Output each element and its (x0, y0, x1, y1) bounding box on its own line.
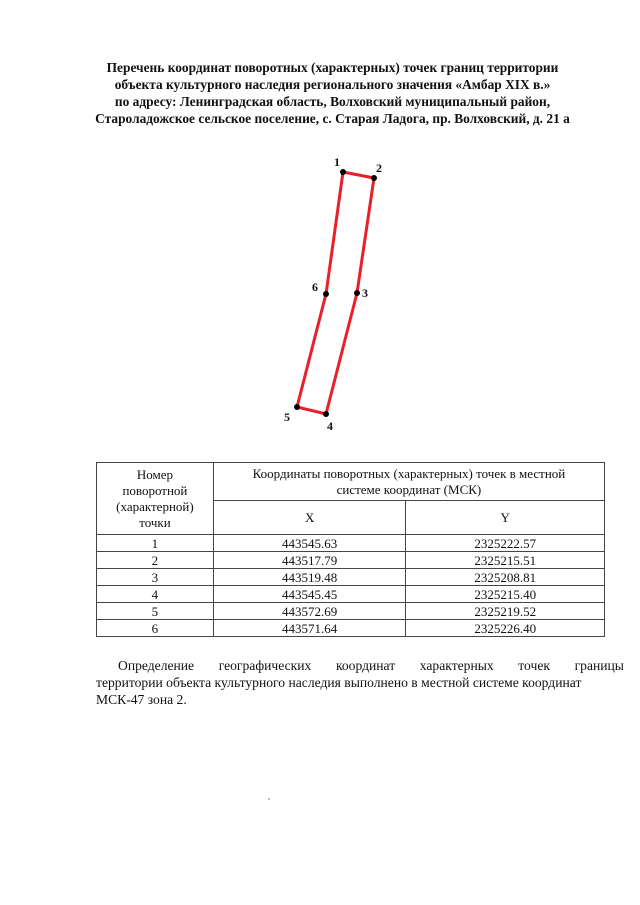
header-coordinates (213, 463, 604, 501)
note-word: Определение (118, 658, 195, 673)
note-word: точек (518, 658, 550, 673)
cell-y: 2325222.57 (406, 535, 605, 552)
document-title (60, 59, 605, 127)
cell-x: 443572.69 (213, 603, 406, 620)
note-word: характерных (419, 658, 494, 673)
cell-y: 2325226.40 (406, 620, 605, 637)
point-label-5: 5 (284, 410, 290, 424)
point-marker-2 (371, 175, 377, 181)
title-line: Староладожское сельское поселение, с. Старая Ладога, пр. Волховский, д. 21 а (95, 111, 570, 126)
header-text: (характерной) (116, 498, 194, 514)
table-row (97, 620, 605, 637)
header-point-number (97, 463, 214, 535)
note-line: МСК-47 зона 2. (96, 692, 187, 707)
header-text: поворотной (122, 482, 188, 498)
point-label-3: 3 (362, 286, 368, 300)
cell-x: 443517.79 (213, 552, 406, 569)
note-word: границы (574, 658, 624, 673)
cell-point-number: 1 (97, 535, 214, 552)
cell-point-number: 2 (97, 552, 214, 569)
scan-speck (268, 798, 270, 800)
point-label-1: 1 (334, 155, 340, 169)
point-marker-5 (294, 404, 300, 410)
cell-y: 2325208.81 (406, 569, 605, 586)
cell-x: 443545.63 (213, 535, 406, 552)
boundary-scheme (270, 150, 400, 440)
note-paragraph (96, 657, 624, 707)
note-line (118, 657, 624, 674)
table-row (97, 552, 605, 569)
note-line: территории объекта культурного наследия выполнено в местной системе координат (96, 675, 582, 690)
header-y: Y (406, 501, 605, 535)
note-word: координат (335, 658, 396, 673)
cell-point-number: 6 (97, 620, 214, 637)
title-line: по адресу: Ленинградская область, Волховский муниципальный район, (114, 94, 551, 109)
point-label-4: 4 (327, 419, 333, 433)
header-text: Координаты поворотных (характерных) точек в местной (252, 465, 566, 481)
title-line: Перечень координат поворотных (характерных) точек границ территории (106, 60, 559, 75)
cell-y: 2325215.51 (406, 552, 605, 569)
header-text: Номер (136, 466, 173, 482)
point-marker-1 (340, 169, 346, 175)
header-x: X (213, 501, 406, 535)
note-word: географических (218, 658, 312, 673)
cell-point-number: 3 (97, 569, 214, 586)
table-row (97, 586, 605, 603)
coordinates-table (96, 462, 605, 637)
header-text: системе координат (МСК) (336, 481, 482, 497)
cell-x: 443545.45 (213, 586, 406, 603)
cell-point-number: 5 (97, 603, 214, 620)
cell-x: 443571.64 (213, 620, 406, 637)
cell-y: 2325215.40 (406, 586, 605, 603)
point-label-6: 6 (312, 280, 318, 294)
title-line: объекта культурного наследия регионального значения «Амбар XIX в.» (114, 77, 551, 92)
point-marker-3 (354, 290, 360, 296)
table-row (97, 603, 605, 620)
point-marker-4 (323, 411, 329, 417)
table-row (97, 569, 605, 586)
point-label-2: 2 (376, 161, 382, 175)
cell-x: 443519.48 (213, 569, 406, 586)
table-row (97, 535, 605, 552)
point-marker-6 (323, 291, 329, 297)
cell-y: 2325219.52 (406, 603, 605, 620)
header-text: точки (139, 514, 171, 530)
cell-point-number: 4 (97, 586, 214, 603)
